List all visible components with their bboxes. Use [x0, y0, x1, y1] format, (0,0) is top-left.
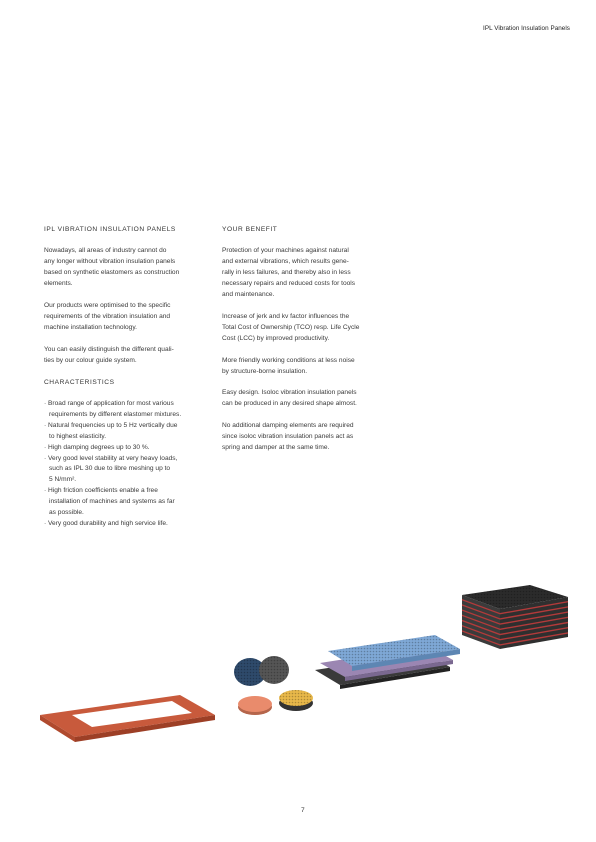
text-line: Our products were optimised to the specific	[44, 302, 171, 310]
characteristics-list	[44, 399, 214, 530]
list-item	[44, 399, 214, 421]
text-line: · Natural frequencies up to 5 Hz vertically due	[44, 421, 178, 429]
text-line: Total Cost of Ownership (TCO) resp. Life Cycle	[222, 323, 360, 331]
text-line: Increase of jerk and kv factor influences the	[222, 312, 350, 320]
panel-stack-small	[315, 635, 460, 689]
text-line: Cost (LCC) by improved productivity.	[222, 334, 330, 342]
text-line: spring and damper at the same time.	[222, 444, 330, 452]
text-line: to highest elasticity.	[49, 432, 107, 440]
running-header: IPL Vibration Insulation Panels	[483, 25, 570, 32]
working-conditions-paragraph	[222, 356, 392, 378]
text-line: rally in less failures, and thereby also in less	[222, 269, 351, 277]
no-damping-paragraph	[222, 421, 392, 454]
text-line: requirements of the vibration insulation and	[44, 312, 171, 320]
disc-texture	[259, 656, 289, 684]
easy-design-paragraph	[222, 388, 392, 410]
colour-guide-paragraph	[44, 345, 214, 367]
text-line: can be produced in any desired shape almost.	[222, 400, 357, 408]
disc-face	[238, 696, 272, 712]
text-line: · High damping degrees up to 30 %.	[44, 443, 150, 451]
text-line: · High friction coefficients enable a free	[44, 487, 158, 495]
text-line: and external vibrations, which results gene-	[222, 258, 349, 266]
disc-texture	[279, 690, 313, 706]
orange-frame-gasket	[40, 695, 215, 742]
list-item	[44, 421, 214, 443]
page-number: 7	[301, 807, 305, 814]
text-line: based on synthetic elastomers as construction	[44, 269, 180, 277]
text-line: ties by our colour guide system.	[44, 356, 137, 364]
text-line: More friendly working conditions at less noise	[222, 356, 355, 364]
text-line: machine installation technology.	[44, 323, 137, 331]
left-column	[44, 225, 214, 530]
section-heading-ipl: IPL VIBRATION INSULATION PANELS	[44, 226, 176, 233]
text-line: as possible.	[49, 509, 84, 517]
text-line: by structure-borne insulation.	[222, 367, 308, 375]
text-line: such as IPL 30 due to libre meshing up to	[49, 465, 171, 473]
product-photo	[30, 575, 575, 755]
text-line: You can easily distinguish the different quali-	[44, 345, 174, 353]
salmon-disc	[238, 696, 272, 715]
text-line: elements.	[44, 280, 73, 288]
text-line: since isoloc vibration insulation panels act as	[222, 433, 354, 441]
section-heading-benefit: YOUR BENEFIT	[222, 226, 278, 233]
text-line: No additional damping elements are required	[222, 422, 354, 430]
text-line: · Broad range of application for most various	[44, 399, 174, 407]
list-item	[44, 519, 214, 530]
yellow-disc	[279, 690, 313, 711]
text-line: · Very good durability and high service life.	[44, 519, 168, 527]
text-line: necessary repairs and reduced costs for tools	[222, 280, 356, 288]
list-item	[44, 486, 214, 519]
tco-paragraph	[222, 312, 392, 345]
protection-paragraph	[222, 246, 392, 301]
list-item	[44, 443, 214, 454]
text-line: · Very good level stability at very heavy loads,	[44, 454, 178, 462]
intro-paragraph	[44, 246, 214, 290]
text-line: 5 N/mm².	[49, 476, 77, 484]
panel-stack-large	[462, 585, 568, 649]
text-line: Protection of your machines against natural	[222, 247, 349, 255]
text-line: installation of machines and systems as far	[49, 498, 175, 506]
list-item	[44, 454, 214, 487]
text-line: Easy design. Isoloc vibration insulation panels	[222, 389, 357, 397]
text-line: Nowadays, all areas of industry cannot do	[44, 247, 167, 255]
grey-disc	[259, 656, 289, 684]
right-column	[222, 225, 392, 465]
optimised-paragraph	[44, 301, 214, 334]
text-line: any longer without vibration insulation panels	[44, 258, 176, 266]
text-line: and maintenance.	[222, 291, 275, 299]
text-line: requirements by different elastomer mixtures.	[49, 410, 182, 418]
section-heading-characteristics: CHARACTERISTICS	[44, 378, 115, 386]
